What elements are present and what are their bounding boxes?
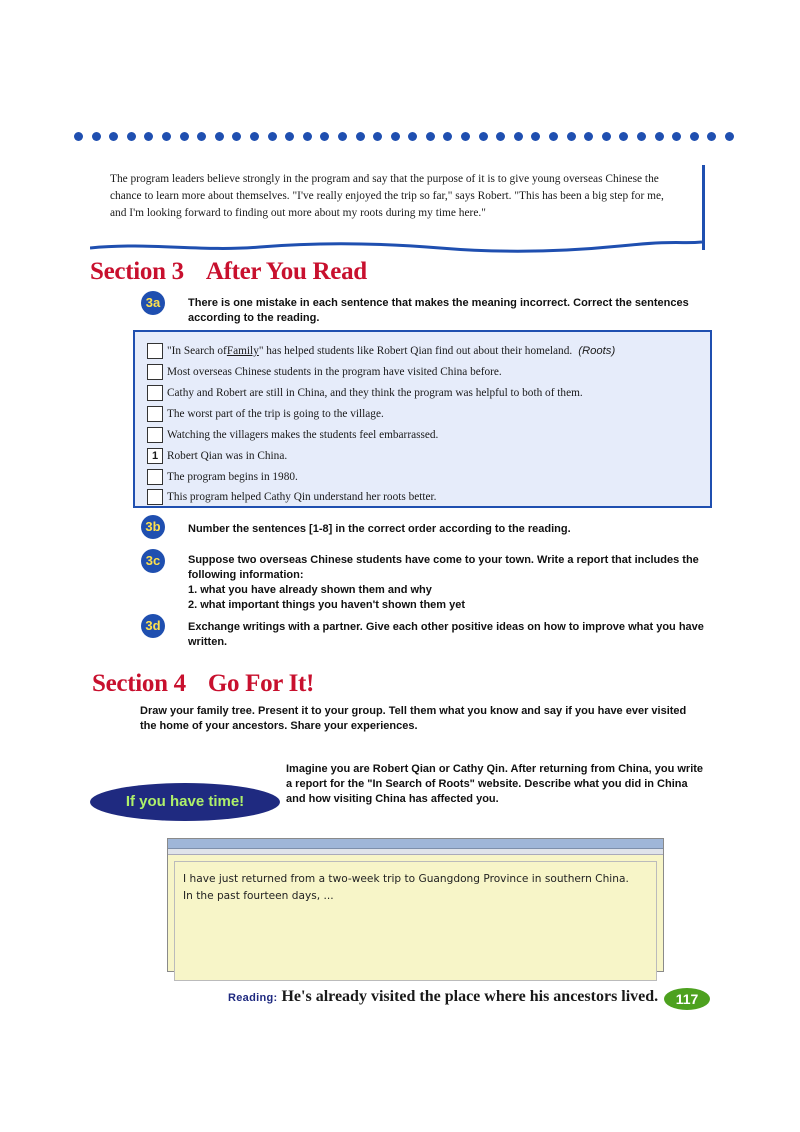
list-item: The worst part of the trip is going to the village. <box>147 404 384 424</box>
divider-dot <box>672 132 681 141</box>
list-item: Cathy and Robert are still in China, and they think the program was helpful to both of them. <box>147 383 583 403</box>
divider-dot <box>584 132 593 141</box>
divider-dot <box>408 132 417 141</box>
divider-dot <box>567 132 576 141</box>
divider-dot <box>338 132 347 141</box>
divider-dot <box>461 132 470 141</box>
report-text-area[interactable] <box>174 861 657 981</box>
report-line-2: In the past fourteen days, ... <box>183 890 334 902</box>
task-3b-text: Number the sentences [1-8] in the correct order according to the reading. <box>188 523 571 535</box>
divider-dot <box>514 132 523 141</box>
divider-dot <box>320 132 329 141</box>
number-box[interactable] <box>147 364 163 380</box>
section-3-title: After You Read <box>205 258 367 285</box>
dotted-divider <box>74 132 734 146</box>
divider-dot <box>531 132 540 141</box>
divider-dot <box>162 132 171 141</box>
list-item: The program begins in 1980. <box>147 467 298 487</box>
divider-dot <box>637 132 646 141</box>
task-3c-item-1: 1. what you have already shown them and why <box>188 584 432 596</box>
divider-dot <box>250 132 259 141</box>
section-4-title: Go For It! <box>207 670 315 697</box>
number-box[interactable] <box>147 406 163 422</box>
list-item: Watching the villagers makes the students feel embarrassed. <box>147 425 438 445</box>
divider-dot <box>215 132 224 141</box>
extra-task-text: Imagine you are Robert Qian or Cathy Qin. After returning from China, you write a report for the "In Search of Roots" website. Describe what you did in China and how visiting China has affected you. <box>286 763 704 805</box>
divider-dot <box>443 132 452 141</box>
section-3-heading <box>90 258 367 286</box>
divider-dot <box>391 132 400 141</box>
task-3b-badge: 3b <box>141 515 165 539</box>
wavy-border <box>90 240 702 254</box>
divider-dot <box>707 132 716 141</box>
number-box[interactable] <box>147 427 163 443</box>
number-box[interactable]: 1 <box>147 448 163 464</box>
task-3a-text: There is one mistake in each sentence that makes the meaning incorrect. Correct the sentences according to the reading. <box>188 297 689 324</box>
divider-dot <box>373 132 382 141</box>
divider-dot <box>268 132 277 141</box>
report-line-1: I have just returned from a two-week trip to Guangdong Province in southern China. <box>183 873 629 885</box>
intro-box <box>90 165 705 250</box>
task-3d-text: Exchange writings with a partner. Give each other positive ideas on how to improve what you have written. <box>188 621 704 648</box>
list-item: "In Search of Family " has helped students like Robert Qian find out about their homeland. (Roots) <box>147 341 615 361</box>
task-3c-text: Suppose two overseas Chinese students have come to your town. Write a report that includes the following information: 1. what you have already shown them and why 2. what important things you haven't shown them yet <box>188 553 714 613</box>
divider-dot <box>303 132 312 141</box>
section-4-heading <box>92 670 314 698</box>
divider-dot <box>549 132 558 141</box>
divider-dot <box>619 132 628 141</box>
divider-dot <box>690 132 699 141</box>
divider-dot <box>127 132 136 141</box>
list-item: Most overseas Chinese students in the program have visited China before. <box>147 362 502 382</box>
number-box[interactable] <box>147 469 163 485</box>
footer-text: He's already visited the place where his ancestors lived. <box>281 988 659 1005</box>
divider-dot <box>92 132 101 141</box>
task-3c-badge: 3c <box>141 549 165 573</box>
window-toolbar <box>168 849 663 855</box>
section-4-number: Section 4 <box>92 670 186 697</box>
section-3-number: Section 3 <box>90 258 184 285</box>
divider-dot <box>109 132 118 141</box>
section-4-instruction: Draw your family tree. Present it to your group. Tell them what you know and say if you have ever visited the home of your ancestors. Share your experiences. <box>140 705 687 732</box>
window-titlebar <box>168 839 663 849</box>
page-number: 117 <box>664 988 710 1010</box>
correction-hint: (Roots) <box>578 345 616 357</box>
number-box[interactable] <box>147 489 163 505</box>
intro-paragraph: The program leaders believe strongly in the program and say that the purpose of it is to give young overseas Chinese the chance to learn more about themselves. "I've really enjoyed the trip so far," says Robert. "This has been a big step for me, and I'm looking forward to finding out more about my roots during my time here." <box>110 173 664 219</box>
divider-dot <box>655 132 664 141</box>
divider-dot <box>602 132 611 141</box>
divider-dot <box>426 132 435 141</box>
number-box[interactable] <box>147 385 163 401</box>
divider-dot <box>479 132 488 141</box>
list-item: 1 Robert Qian was in China. <box>147 446 287 466</box>
list-item: This program helped Cathy Qin understand her roots better. <box>147 487 437 507</box>
report-window <box>167 838 664 972</box>
divider-dot <box>496 132 505 141</box>
task-3a-badge: 3a <box>141 291 165 315</box>
divider-dot <box>285 132 294 141</box>
divider-dot <box>180 132 189 141</box>
divider-dot <box>725 132 734 141</box>
footer-label: Reading: <box>228 992 278 1004</box>
divider-dot <box>144 132 153 141</box>
task-3c-item-2: 2. what important things you haven't shown them yet <box>188 599 466 611</box>
sentence-list <box>133 330 712 508</box>
number-box[interactable] <box>147 343 163 359</box>
if-you-have-time-badge: If you have time! <box>90 783 280 821</box>
divider-dot <box>74 132 83 141</box>
divider-dot <box>232 132 241 141</box>
task-3d-badge: 3d <box>141 614 165 638</box>
divider-dot <box>197 132 206 141</box>
footer <box>228 988 658 1006</box>
divider-dot <box>356 132 365 141</box>
